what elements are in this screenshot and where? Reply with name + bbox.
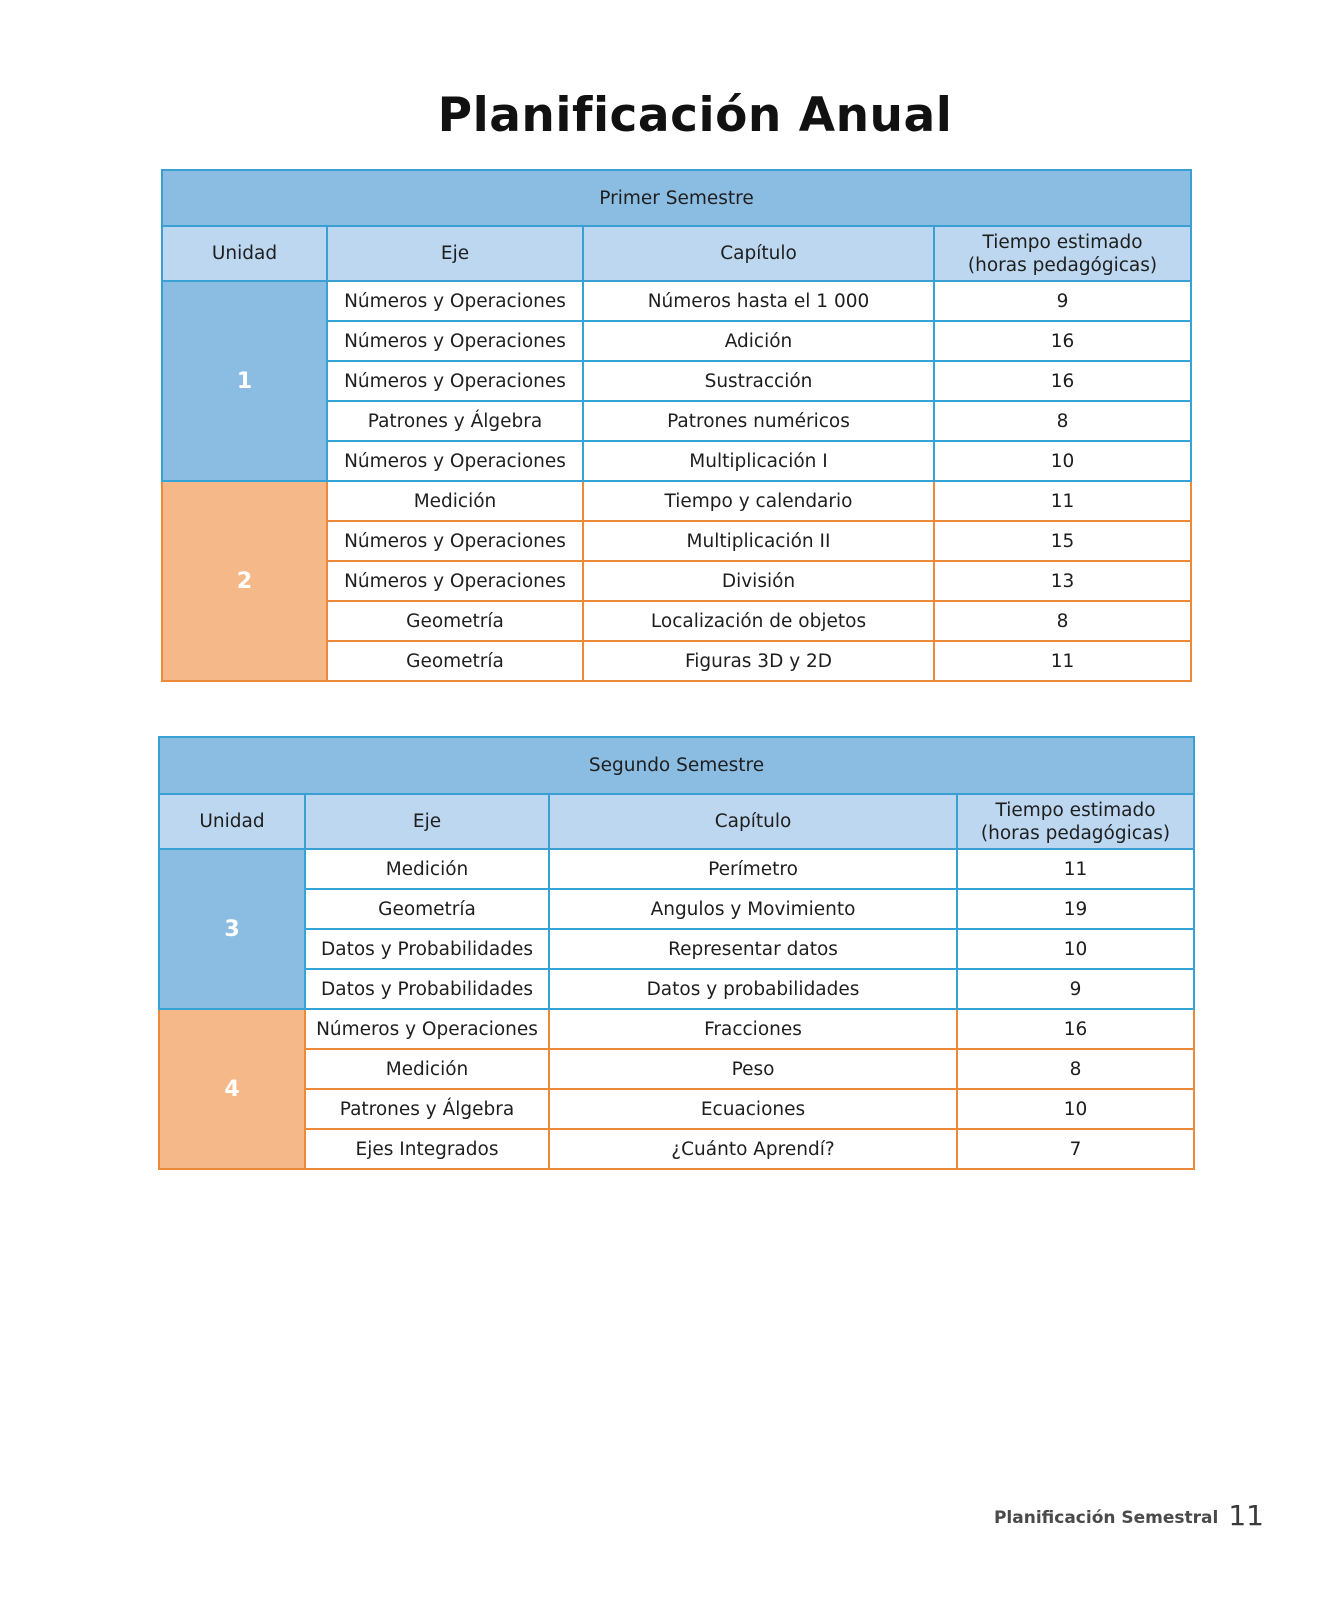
eje-cell: Números y Operaciones <box>327 281 583 321</box>
eje-cell: Geometría <box>327 641 583 681</box>
eje-cell: Ejes Integrados <box>305 1129 549 1169</box>
footer-section-label: Planificación Semestral <box>993 1508 1219 1528</box>
semester-title: Segundo Semestre <box>159 737 1194 794</box>
tiempo-cell: 13 <box>934 561 1191 601</box>
eje-cell: Números y Operaciones <box>327 521 583 561</box>
eje-cell: Patrones y Álgebra <box>327 401 583 441</box>
capitulo-cell: Fracciones <box>549 1009 957 1049</box>
column-header-capitulo: Capítulo <box>549 794 957 849</box>
capitulo-cell: Tiempo y calendario <box>583 481 934 521</box>
table-row <box>159 889 1194 929</box>
capitulo-cell: Datos y probabilidades <box>549 969 957 1009</box>
table-row <box>159 1089 1194 1129</box>
tiempo-cell: 8 <box>957 1049 1194 1089</box>
unit-number: 2 <box>162 481 327 681</box>
column-header-tiempo-line1: Tiempo estimado <box>995 799 1156 821</box>
capitulo-cell: ¿Cuánto Aprendí? <box>549 1129 957 1169</box>
capitulo-cell: Representar datos <box>549 929 957 969</box>
eje-cell: Medición <box>305 1049 549 1089</box>
tiempo-cell: 16 <box>934 321 1191 361</box>
table-row <box>159 969 1194 1009</box>
eje-cell: Números y Operaciones <box>327 321 583 361</box>
table-row <box>159 1049 1194 1089</box>
tiempo-cell: 11 <box>934 481 1191 521</box>
capitulo-cell: Angulos y Movimiento <box>549 889 957 929</box>
column-header-unidad: Unidad <box>159 794 305 849</box>
semester-title: Primer Semestre <box>162 170 1191 226</box>
tiempo-cell: 11 <box>957 849 1194 889</box>
capitulo-cell: Ecuaciones <box>549 1089 957 1129</box>
tiempo-cell: 9 <box>934 281 1191 321</box>
table-row <box>159 849 1194 889</box>
capitulo-cell: Patrones numéricos <box>583 401 934 441</box>
eje-cell: Números y Operaciones <box>327 361 583 401</box>
tiempo-cell: 8 <box>934 601 1191 641</box>
table-row <box>159 929 1194 969</box>
eje-cell: Medición <box>305 849 549 889</box>
column-header-tiempo <box>957 794 1194 849</box>
page-title: Planificación Anual <box>437 88 953 143</box>
capitulo-cell: Multiplicación II <box>583 521 934 561</box>
eje-cell: Geometría <box>305 889 549 929</box>
capitulo-cell: Perímetro <box>549 849 957 889</box>
page-number: 11 <box>1228 1499 1264 1532</box>
tiempo-cell: 19 <box>957 889 1194 929</box>
tiempo-cell: 15 <box>934 521 1191 561</box>
capitulo-cell: Peso <box>549 1049 957 1089</box>
column-header-tiempo-line1: Tiempo estimado <box>982 231 1143 253</box>
table-row <box>159 1009 1194 1049</box>
semester-table-1 <box>161 169 1192 682</box>
tiempo-cell: 8 <box>934 401 1191 441</box>
capitulo-cell: División <box>583 561 934 601</box>
eje-cell: Datos y Probabilidades <box>305 969 549 1009</box>
semester-table-2 <box>158 736 1195 1170</box>
column-header-eje: Eje <box>305 794 549 849</box>
eje-cell: Medición <box>327 481 583 521</box>
eje-cell: Números y Operaciones <box>305 1009 549 1049</box>
eje-cell: Geometría <box>327 601 583 641</box>
column-header-capitulo: Capítulo <box>583 226 934 281</box>
tiempo-cell: 16 <box>957 1009 1194 1049</box>
unit-number: 3 <box>159 849 305 1009</box>
table-row <box>162 281 1191 321</box>
tiempo-cell: 10 <box>957 929 1194 969</box>
capitulo-cell: Sustracción <box>583 361 934 401</box>
capitulo-cell: Números hasta el 1 000 <box>583 281 934 321</box>
eje-cell: Números y Operaciones <box>327 561 583 601</box>
tiempo-cell: 10 <box>957 1089 1194 1129</box>
eje-cell: Patrones y Álgebra <box>305 1089 549 1129</box>
tiempo-cell: 9 <box>957 969 1194 1009</box>
tiempo-cell: 16 <box>934 361 1191 401</box>
column-header-tiempo-line2: (horas pedagógicas) <box>967 254 1158 276</box>
column-header-tiempo <box>934 226 1191 281</box>
unit-number: 4 <box>159 1009 305 1169</box>
eje-cell: Números y Operaciones <box>327 441 583 481</box>
capitulo-cell: Localización de objetos <box>583 601 934 641</box>
capitulo-cell: Multiplicación I <box>583 441 934 481</box>
tiempo-cell: 11 <box>934 641 1191 681</box>
column-header-unidad: Unidad <box>162 226 327 281</box>
capitulo-cell: Adición <box>583 321 934 361</box>
capitulo-cell: Figuras 3D y 2D <box>583 641 934 681</box>
eje-cell: Datos y Probabilidades <box>305 929 549 969</box>
tiempo-cell: 7 <box>957 1129 1194 1169</box>
tiempo-cell: 10 <box>934 441 1191 481</box>
unit-number: 1 <box>162 281 327 481</box>
table-row <box>159 1129 1194 1169</box>
column-header-eje: Eje <box>327 226 583 281</box>
page-footer <box>994 1497 1264 1531</box>
table-row <box>162 481 1191 521</box>
column-header-tiempo-line2: (horas pedagógicas) <box>980 822 1171 844</box>
